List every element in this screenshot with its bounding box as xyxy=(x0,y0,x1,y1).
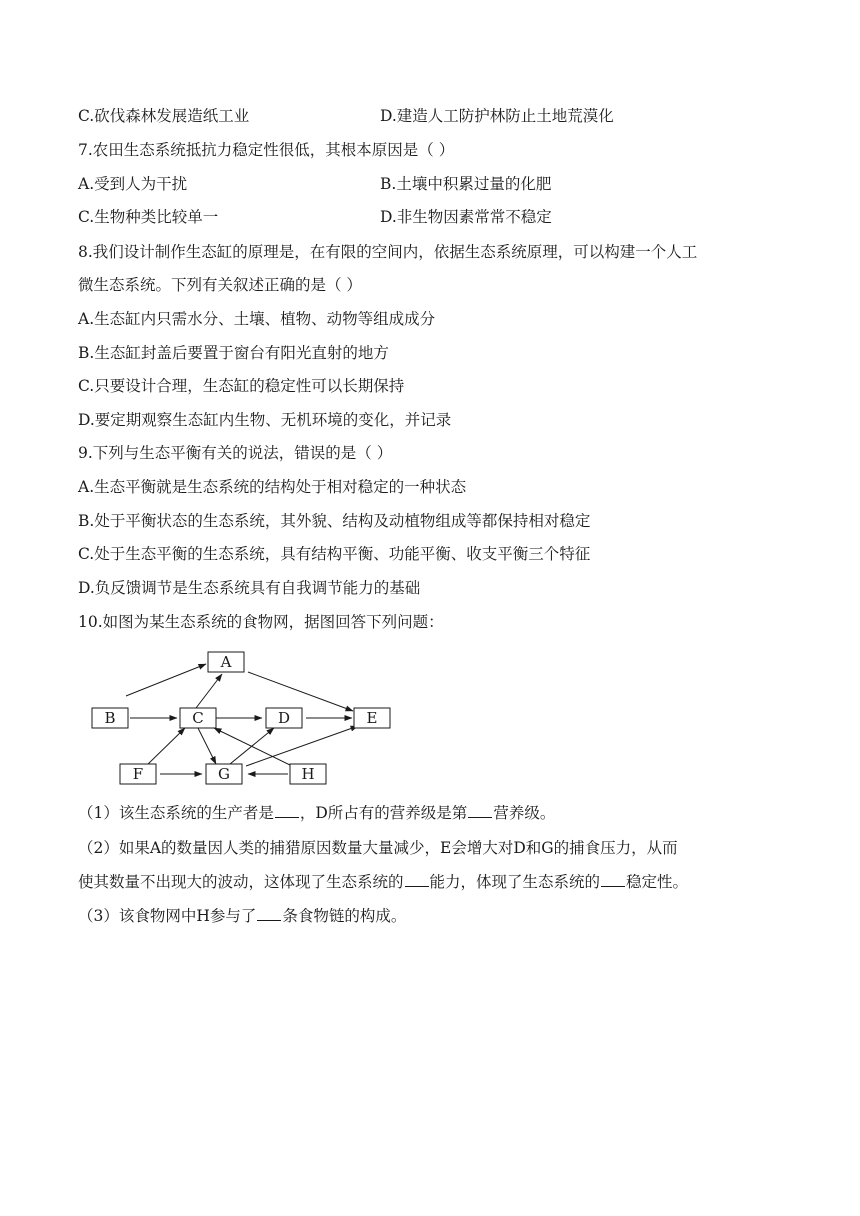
q9-option-c: C.处于生态平衡的生态系统，具有结构平衡、功能平衡、收支平衡三个特征 xyxy=(78,545,591,563)
q9-option-d: D.负反馈调节是生态系统具有自我调节能力的基础 xyxy=(78,579,421,597)
q7-option-a: A.受到人为干扰 xyxy=(78,175,188,193)
q10-sub2-text-a: 使其数量不出现大的波动，这体现了生态系统的 xyxy=(78,873,404,891)
q6-option-c: C.砍伐森林发展造纸工业 xyxy=(78,107,250,125)
q9-option-a: A.生态平衡就是生态系统的结构处于相对稳定的一种状态 xyxy=(78,478,467,496)
answer-blank[interactable] xyxy=(257,906,281,921)
q9-stem: 9.下列与生态平衡有关的说法，错误的是（ ） xyxy=(78,444,393,462)
node-label-b: B xyxy=(104,709,116,727)
edge-a-e xyxy=(248,672,353,711)
q9-option-b: B.处于平衡状态的生态系统，其外貌、结构及动植物组成等都保持相对稳定 xyxy=(78,512,591,530)
q10-sub1-text-b: ，D所占有的营养级是第 xyxy=(299,804,468,822)
q10-sub2-text-b: 能力，体现了生态系统的 xyxy=(429,873,601,891)
node-label-g: G xyxy=(218,765,230,783)
edge-f-c xyxy=(146,728,185,766)
q6-option-d: D.建造人工防护林防止土地荒漠化 xyxy=(380,107,614,125)
answer-blank[interactable] xyxy=(601,872,625,887)
q8-option-d: D.要定期观察生态缸内生物、无机环境的变化，并记录 xyxy=(78,411,452,429)
q8-option-c: C.只要设计合理，生态缸的稳定性可以长期保持 xyxy=(78,377,405,395)
q10-stem: 10.如图为某生态系统的食物网，据图回答下列问题： xyxy=(78,613,444,631)
node-label-e: E xyxy=(366,709,378,727)
edge-g-e xyxy=(246,726,358,766)
edge-c-g xyxy=(198,728,216,764)
node-label-h: H xyxy=(301,765,315,783)
q10-sub3-text-b: 条食物链的构成。 xyxy=(282,907,407,925)
node-label-d: D xyxy=(277,709,291,727)
q10-sub3-text-a: （3）该食物网中H参与了 xyxy=(78,907,257,925)
answer-blank[interactable] xyxy=(468,803,492,818)
q8-option-a: A.生态缸内只需水分、土壤、植物、动物等组成成分 xyxy=(78,310,436,328)
q8-option-b: B.生态缸封盖后要置于窗台有阳光直射的地方 xyxy=(78,344,389,362)
q8-stem-line2: 微生态系统。下列有关叙述正确的是（ ） xyxy=(78,276,362,294)
answer-blank[interactable] xyxy=(405,872,429,887)
q10-sub2-line2 xyxy=(78,872,688,892)
node-label-a: A xyxy=(220,653,232,671)
q10-sub1-text-a: （1）该生态系统的生产者是 xyxy=(78,804,274,822)
food-web-diagram xyxy=(88,646,408,792)
q10-sub2-text-c: 稳定性。 xyxy=(626,873,689,891)
node-label-f: F xyxy=(132,765,144,783)
edge-h-c xyxy=(214,728,292,766)
q10-sub1-text-c: 营养级。 xyxy=(493,804,556,822)
edge-c-a xyxy=(196,674,222,708)
q8-stem-line1: 8.我们设计制作生态缸的原理是，在有限的空间内，依据生态系统原理，可以构建一个人工 xyxy=(78,243,698,261)
answer-blank[interactable] xyxy=(275,803,299,818)
q7-stem: 7.农田生态系统抵抗力稳定性很低，其根本原因是（ ） xyxy=(78,141,455,159)
node-label-c: C xyxy=(192,709,204,727)
q10-sub1 xyxy=(78,803,555,823)
q7-option-b: B.土壤中积累过量的化肥 xyxy=(380,175,552,193)
edge-b-a xyxy=(126,664,206,696)
q10-sub3 xyxy=(78,906,406,926)
q7-option-d: D.非生物因素常常不稳定 xyxy=(380,208,552,226)
q7-option-c: C.生物种类比较单一 xyxy=(78,208,219,226)
q10-sub2-line1: （2）如果A的数量因人类的捕猎原因数量大量减少，E会增大对D和G的捕食压力，从而 xyxy=(78,839,678,857)
